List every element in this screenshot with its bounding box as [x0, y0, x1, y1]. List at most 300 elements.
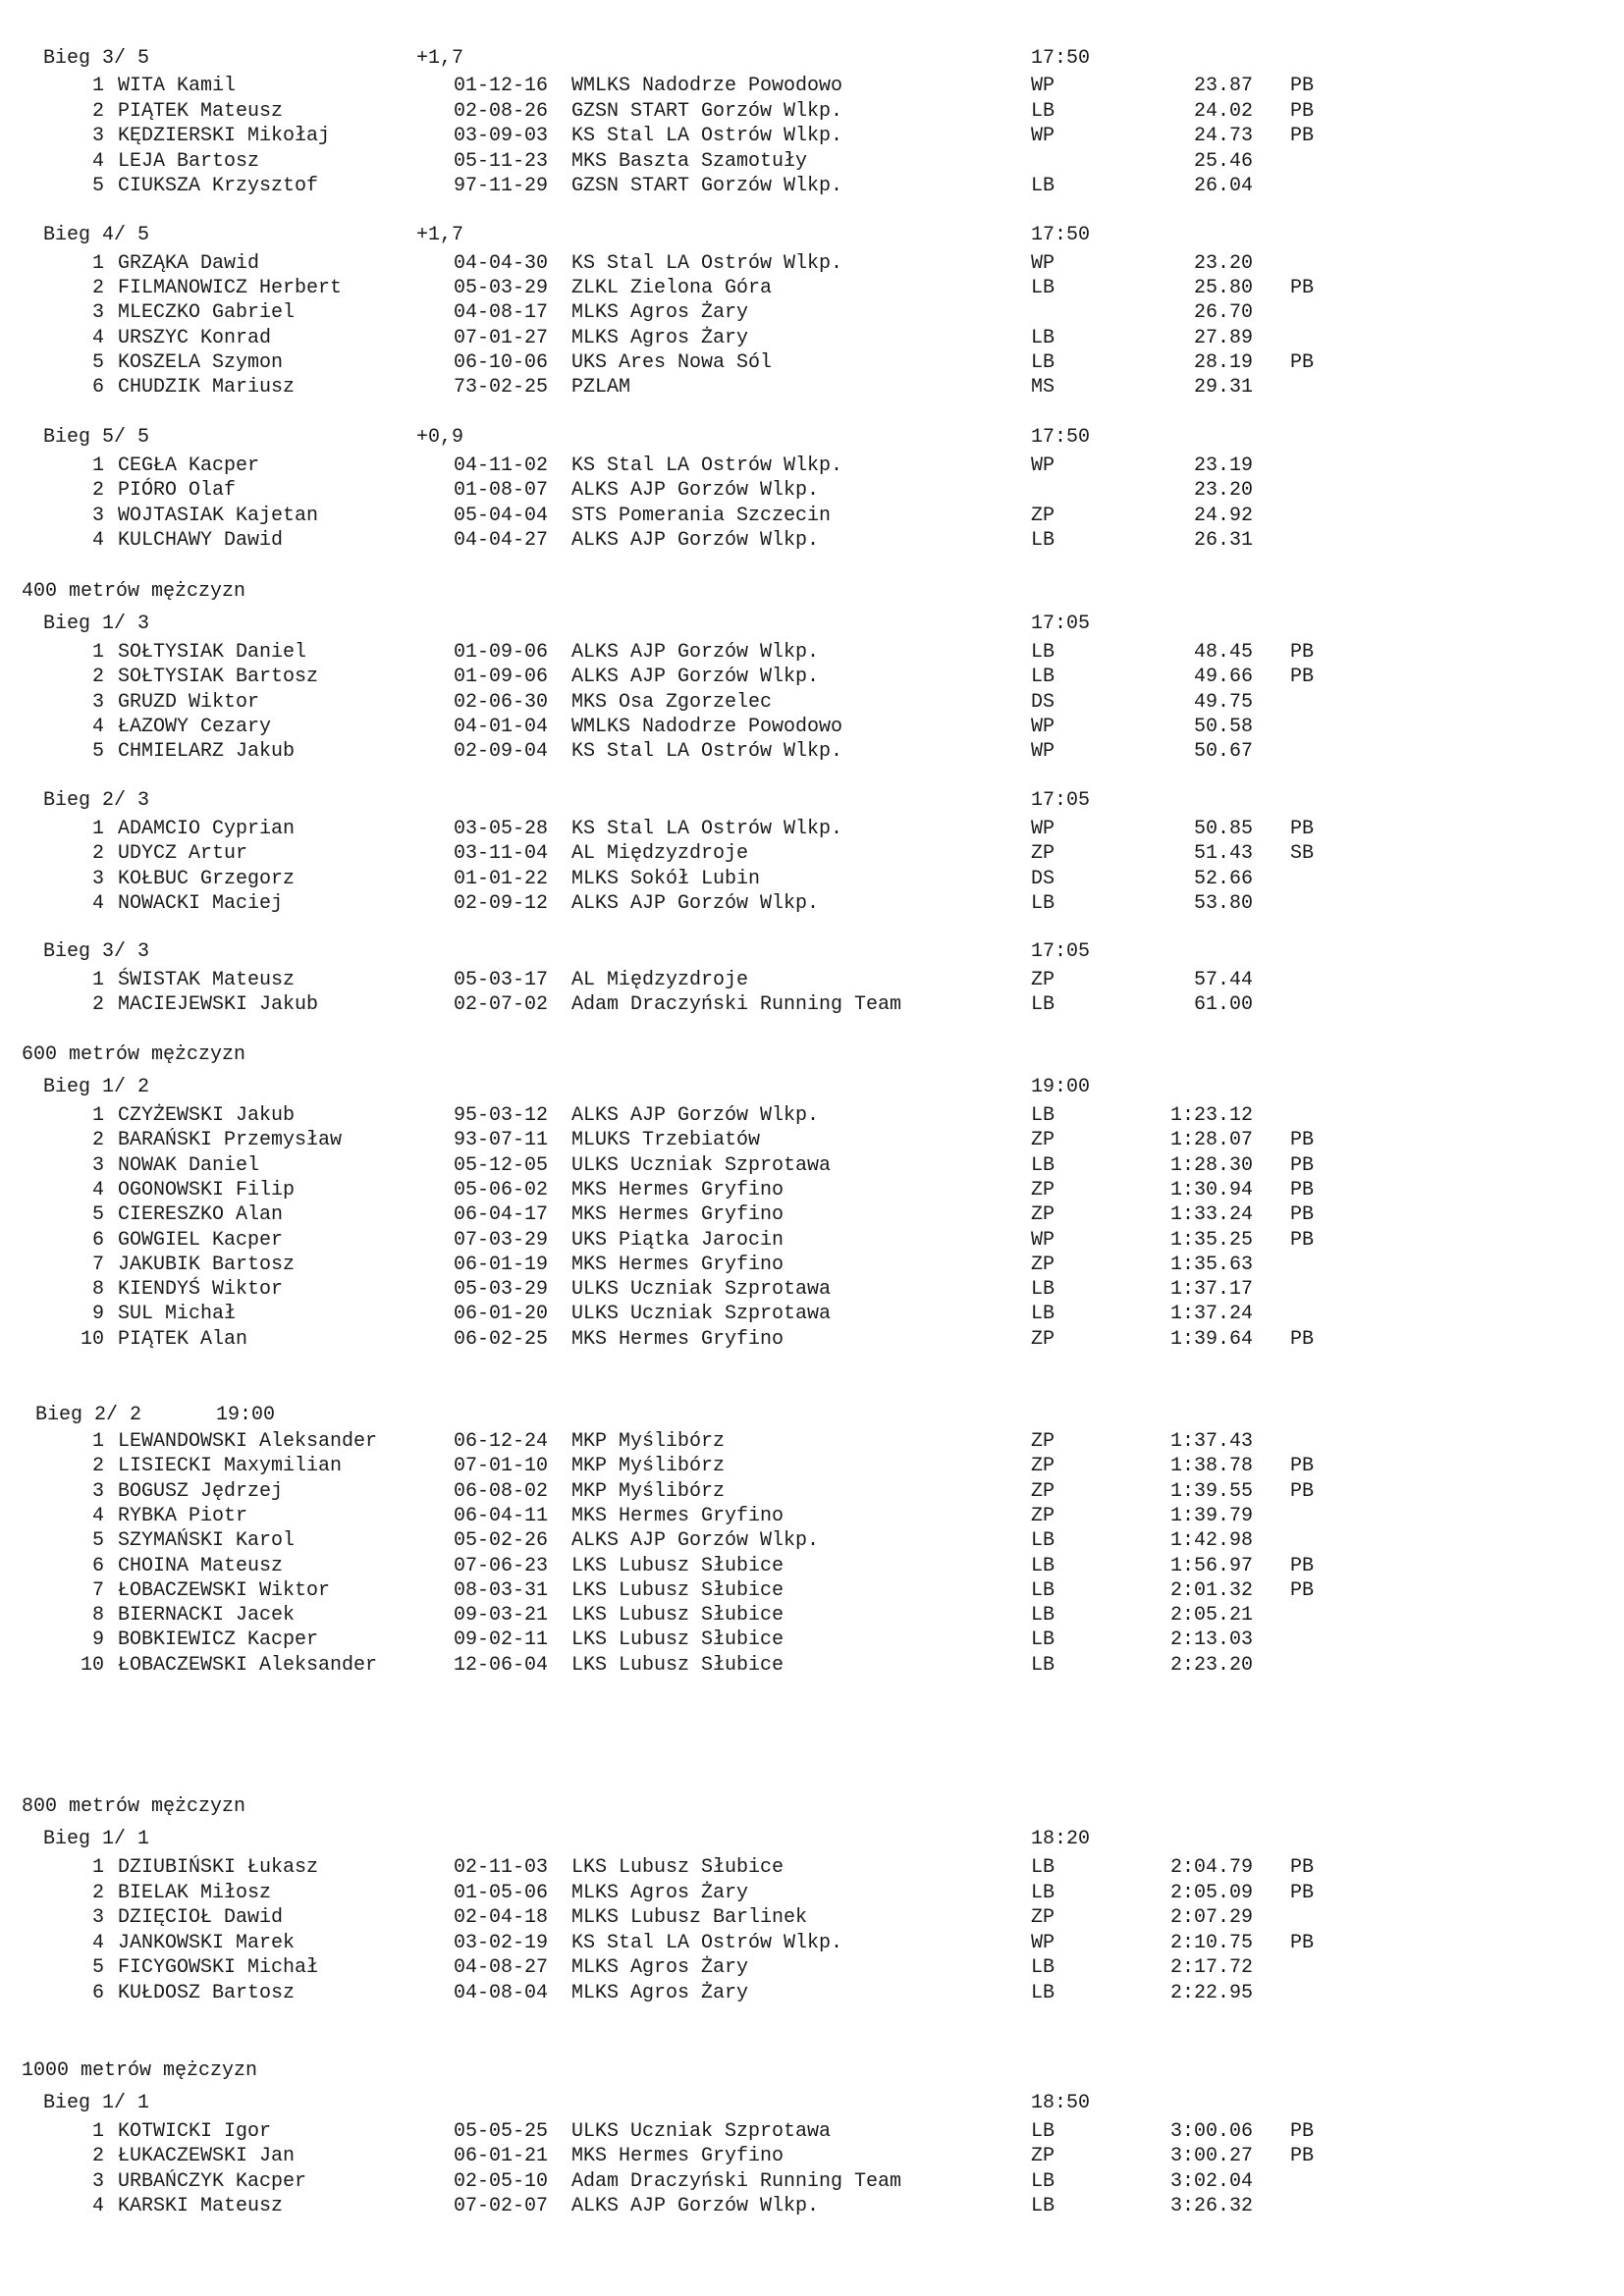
club-cell: MKS Hermes Gryfino	[571, 2145, 785, 2167]
result-row	[0, 99, 1624, 124]
athlete-name-cell: CEGŁA Kacper	[118, 454, 260, 477]
place-cell: 6	[91, 376, 104, 399]
record-note-cell: PB	[1290, 1579, 1315, 1602]
athlete-name-cell: KUŁDOSZ Bartosz	[118, 1982, 296, 2004]
birth-date-cell: 06-02-25	[454, 1328, 549, 1351]
club-cell: LKS Lubusz Słubice	[571, 1604, 785, 1627]
birth-date-cell: 04-04-27	[454, 529, 549, 552]
place-cell: 3	[91, 1480, 104, 1503]
result-row	[0, 1429, 1624, 1454]
region-cell: WP	[1031, 1229, 1056, 1252]
result-row	[0, 1855, 1624, 1880]
place-cell: 3	[91, 2170, 104, 2193]
place-cell: 3	[91, 505, 104, 527]
result-time-cell: 61.00	[1193, 993, 1253, 1016]
place-cell: 4	[91, 1505, 104, 1527]
result-time-cell: 3:26.32	[1169, 2195, 1253, 2217]
club-cell: KS Stal LA Ostrów Wlkp.	[571, 740, 843, 763]
athlete-name-cell: CIERESZKO Alan	[118, 1203, 284, 1226]
region-cell: WP	[1031, 740, 1056, 763]
place-cell: 3	[91, 868, 104, 890]
birth-date-cell: 01-12-16	[454, 75, 549, 97]
result-time-cell: 2:07.29	[1169, 1906, 1253, 1929]
athlete-name-cell: FICYGOWSKI Michał	[118, 1956, 319, 1979]
birth-date-cell: 06-04-11	[454, 1505, 549, 1527]
result-row	[0, 1653, 1624, 1678]
result-time-cell: 27.89	[1193, 327, 1253, 349]
club-cell: WMLKS Nadodrze Powodowo	[571, 75, 843, 97]
record-note-cell: PB	[1290, 1932, 1315, 1954]
athlete-name-cell: BOGUSZ Jędrzej	[118, 1480, 284, 1503]
place-cell: 7	[91, 1254, 104, 1276]
place-cell: 5	[91, 351, 104, 374]
result-row	[0, 968, 1624, 992]
record-note-cell: PB	[1290, 100, 1315, 123]
athlete-name-cell: KIENDYŚ Wiktor	[118, 1278, 284, 1301]
heat-start-time: 17:50	[1031, 47, 1091, 70]
club-cell: UKS Piątka Jarocin	[571, 1229, 785, 1252]
result-time-cell: 51.43	[1193, 842, 1253, 865]
place-cell: 1	[91, 2120, 104, 2143]
region-cell: LB	[1031, 2195, 1056, 2217]
club-cell: ALKS AJP Gorzów Wlkp.	[571, 892, 820, 915]
place-cell: 4	[91, 150, 104, 173]
place-cell: 1	[91, 1856, 104, 1879]
birth-date-cell: 09-02-11	[454, 1629, 549, 1651]
result-time-cell: 2:05.09	[1169, 1882, 1253, 1904]
result-row	[0, 478, 1624, 503]
birth-date-cell: 07-01-10	[454, 1455, 549, 1477]
result-time-cell: 52.66	[1193, 868, 1253, 890]
result-row	[0, 1153, 1624, 1178]
record-note-cell: PB	[1290, 1203, 1315, 1226]
place-cell: 2	[91, 1455, 104, 1477]
result-row	[0, 326, 1624, 350]
athlete-name-cell: SOŁTYSIAK Daniel	[118, 641, 307, 664]
place-cell: 2	[91, 479, 104, 502]
region-cell: LB	[1031, 1579, 1056, 1602]
result-row	[0, 74, 1624, 98]
record-note-cell: PB	[1290, 1328, 1315, 1351]
club-cell: AL Międzyzdroje	[571, 969, 749, 991]
club-cell: GZSN START Gorzów Wlkp.	[571, 100, 843, 123]
athlete-name-cell: DZIUBIŃSKI Łukasz	[118, 1856, 319, 1879]
birth-date-cell: 12-06-04	[454, 1654, 549, 1677]
result-row	[0, 124, 1624, 148]
heat-label: Bieg 3/ 5	[43, 47, 150, 70]
club-cell: ALKS AJP Gorzów Wlkp.	[571, 666, 820, 688]
result-time-cell: 2:04.79	[1169, 1856, 1253, 1879]
region-cell: MS	[1031, 376, 1056, 399]
result-time-cell: 2:05.21	[1169, 1604, 1253, 1627]
result-time-cell: 3:02.04	[1169, 2170, 1253, 2193]
birth-date-cell: 01-01-22	[454, 868, 549, 890]
result-row	[0, 276, 1624, 300]
region-cell: ZP	[1031, 1430, 1056, 1453]
athlete-name-cell: CHOINA Mateusz	[118, 1555, 284, 1577]
club-cell: Adam Draczyński Running Team	[571, 993, 902, 1016]
club-cell: ALKS AJP Gorzów Wlkp.	[571, 529, 820, 552]
club-cell: UKS Ares Nowa Sól	[571, 351, 773, 374]
record-note-cell: PB	[1290, 1455, 1315, 1477]
athlete-name-cell: URSZYC Konrad	[118, 327, 272, 349]
athlete-name-cell: SOŁTYSIAK Bartosz	[118, 666, 319, 688]
result-row	[0, 1202, 1624, 1227]
birth-date-cell: 07-06-23	[454, 1555, 549, 1577]
place-cell: 4	[91, 716, 104, 738]
athlete-name-cell: JANKOWSKI Marek	[118, 1932, 296, 1954]
heat-header	[43, 940, 1624, 964]
place-cell: 1	[91, 454, 104, 477]
club-cell: MLUKS Trzebiatów	[571, 1129, 761, 1151]
birth-date-cell: 05-03-29	[454, 1278, 549, 1301]
result-row	[0, 867, 1624, 891]
result-time-cell: 1:39.55	[1169, 1480, 1253, 1503]
athlete-name-cell: ADAMCIO Cyprian	[118, 818, 296, 840]
result-row	[0, 841, 1624, 866]
heat-start-time: 18:20	[1031, 1828, 1091, 1850]
place-cell: 3	[91, 1154, 104, 1177]
athlete-name-cell: WOJTASIAK Kajetan	[118, 505, 319, 527]
place-cell: 4	[91, 2195, 104, 2217]
place-cell: 5	[91, 1956, 104, 1979]
result-row	[0, 1981, 1624, 2005]
club-cell: PZLAM	[571, 376, 631, 399]
place-cell: 2	[91, 1129, 104, 1151]
region-cell: LB	[1031, 327, 1056, 349]
result-time-cell: 1:23.12	[1169, 1104, 1253, 1127]
club-cell: AL Międzyzdroje	[571, 842, 749, 865]
athlete-name-cell: NOWAK Daniel	[118, 1154, 260, 1177]
club-cell: ALKS AJP Gorzów Wlkp.	[571, 2195, 820, 2217]
region-cell: LB	[1031, 2120, 1056, 2143]
result-time-cell: 1:35.25	[1169, 1229, 1253, 1252]
club-cell: ZLKL Zielona Góra	[571, 277, 773, 299]
result-time-cell: 1:39.79	[1169, 1505, 1253, 1527]
region-cell: LB	[1031, 1856, 1056, 1879]
birth-date-cell: 01-09-06	[454, 641, 549, 664]
region-cell: ZP	[1031, 1480, 1056, 1503]
athlete-name-cell: KOŁBUC Grzegorz	[118, 868, 296, 890]
birth-date-cell: 08-03-31	[454, 1579, 549, 1602]
athlete-name-cell: DZIĘCIOŁ Dawid	[118, 1906, 284, 1929]
place-cell: 2	[91, 993, 104, 1016]
birth-date-cell: 05-03-17	[454, 969, 549, 991]
athlete-name-cell: RYBKA Piotr	[118, 1505, 248, 1527]
place-cell: 2	[91, 1882, 104, 1904]
athlete-name-cell: CHMIELARZ Jakub	[118, 740, 296, 763]
athlete-name-cell: GOWGIEL Kacper	[118, 1229, 284, 1252]
birth-date-cell: 97-11-29	[454, 175, 549, 197]
result-row	[0, 350, 1624, 375]
result-row	[0, 2169, 1624, 2194]
result-time-cell: 48.45	[1193, 641, 1253, 664]
heat-header	[43, 1076, 1624, 1099]
result-row	[0, 1603, 1624, 1628]
heat-start-time: 17:50	[1031, 224, 1091, 246]
region-cell: LB	[1031, 1654, 1056, 1677]
result-time-cell: 1:37.24	[1169, 1303, 1253, 1325]
birth-date-cell: 03-11-04	[454, 842, 549, 865]
place-cell: 2	[91, 2145, 104, 2167]
birth-date-cell: 06-04-17	[454, 1203, 549, 1226]
heat-header	[43, 1828, 1624, 1851]
region-cell: LB	[1031, 1956, 1056, 1979]
result-row	[0, 174, 1624, 198]
region-cell: ZP	[1031, 2145, 1056, 2167]
result-time-cell: 26.70	[1193, 301, 1253, 324]
result-row	[0, 251, 1624, 276]
birth-date-cell: 05-11-23	[454, 150, 549, 173]
place-cell: 1	[91, 969, 104, 991]
result-row	[0, 1128, 1624, 1152]
result-row	[0, 1228, 1624, 1253]
heat-start-time: 19:00	[1031, 1076, 1091, 1098]
result-time-cell: 28.19	[1193, 351, 1253, 374]
birth-date-cell: 02-09-04	[454, 740, 549, 763]
region-cell: LB	[1031, 892, 1056, 915]
result-row	[0, 528, 1624, 553]
athlete-name-cell: JAKUBIK Bartosz	[118, 1254, 296, 1276]
athlete-name-cell: FILMANOWICZ Herbert	[118, 277, 343, 299]
result-time-cell: 1:37.17	[1169, 1278, 1253, 1301]
club-cell: ULKS Uczniak Szprotawa	[571, 1303, 832, 1325]
heat-wind: +1,7	[416, 224, 464, 246]
region-cell: LB	[1031, 1278, 1056, 1301]
result-time-cell: 1:42.98	[1169, 1529, 1253, 1552]
region-cell: LB	[1031, 2170, 1056, 2193]
birth-date-cell: 04-08-04	[454, 1982, 549, 2004]
place-cell: 1	[91, 1430, 104, 1453]
record-note-cell: PB	[1290, 1480, 1315, 1503]
region-cell: LB	[1031, 1629, 1056, 1651]
result-row	[0, 1955, 1624, 1980]
heat-label: Bieg 4/ 5	[43, 224, 150, 246]
place-cell: 5	[91, 1203, 104, 1226]
birth-date-cell: 05-03-29	[454, 277, 549, 299]
birth-date-cell: 09-03-21	[454, 1604, 549, 1627]
club-cell: MLKS Agros Żary	[571, 301, 749, 324]
place-cell: 2	[91, 666, 104, 688]
region-cell: WP	[1031, 716, 1056, 738]
result-time-cell: 29.31	[1193, 376, 1253, 399]
region-cell: ZP	[1031, 1179, 1056, 1201]
club-cell: KS Stal LA Ostrów Wlkp.	[571, 454, 843, 477]
heat-start-time: 17:05	[1031, 613, 1091, 635]
region-cell: LB	[1031, 1604, 1056, 1627]
region-cell: WP	[1031, 454, 1056, 477]
result-row	[0, 454, 1624, 478]
result-time-cell: 2:22.95	[1169, 1982, 1253, 2004]
heat-start-time: 17:05	[1031, 789, 1091, 812]
athlete-name-cell: PIĄTEK Alan	[118, 1328, 248, 1351]
birth-date-cell: 07-01-27	[454, 327, 549, 349]
birth-date-cell: 02-05-10	[454, 2170, 549, 2193]
region-cell: ZP	[1031, 969, 1056, 991]
club-cell: MKS Osa Zgorzelec	[571, 691, 773, 714]
place-cell: 1	[91, 75, 104, 97]
record-note-cell: SB	[1290, 842, 1315, 865]
region-cell: ZP	[1031, 842, 1056, 865]
region-cell: LB	[1031, 277, 1056, 299]
heat-header	[43, 224, 1624, 247]
region-cell: LB	[1031, 666, 1056, 688]
club-cell: LKS Lubusz Słubice	[571, 1555, 785, 1577]
result-row	[0, 504, 1624, 528]
region-cell: LB	[1031, 993, 1056, 1016]
club-cell: MKS Hermes Gryfino	[571, 1505, 785, 1527]
result-row	[0, 640, 1624, 665]
record-note-cell: PB	[1290, 277, 1315, 299]
athlete-name-cell: LISIECKI Maxymilian	[118, 1455, 343, 1477]
result-row	[0, 2119, 1624, 2144]
region-cell: LB	[1031, 1982, 1056, 2004]
birth-date-cell: 02-08-26	[454, 100, 549, 123]
result-row	[0, 1479, 1624, 1504]
athlete-name-cell: CIUKSZA Krzysztof	[118, 175, 319, 197]
result-time-cell: 23.20	[1193, 479, 1253, 502]
region-cell: LB	[1031, 100, 1056, 123]
club-cell: STS Pomerania Szczecin	[571, 505, 832, 527]
athlete-name-cell: MLECZKO Gabriel	[118, 301, 296, 324]
heat-start-time: 17:05	[1031, 940, 1091, 963]
heat-label: Bieg 1/ 2	[43, 1076, 150, 1098]
region-cell: ZP	[1031, 505, 1056, 527]
region-cell: LB	[1031, 1529, 1056, 1552]
birth-date-cell: 04-01-04	[454, 716, 549, 738]
heat-label: Bieg 1/ 1	[43, 2092, 150, 2114]
record-note-cell: PB	[1290, 1882, 1315, 1904]
athlete-name-cell: LEWANDOWSKI Aleksander	[118, 1430, 378, 1453]
heat-label: Bieg 1/ 1	[43, 1828, 150, 1850]
birth-date-cell: 04-08-27	[454, 1956, 549, 1979]
result-row	[0, 149, 1624, 174]
club-cell: MKS Baszta Szamotuły	[571, 150, 808, 173]
place-cell: 3	[91, 125, 104, 147]
result-time-cell: 3:00.27	[1169, 2145, 1253, 2167]
club-cell: GZSN START Gorzów Wlkp.	[571, 175, 843, 197]
birth-date-cell: 02-11-03	[454, 1856, 549, 1879]
heat-label: Bieg 2/ 3	[43, 789, 150, 812]
region-cell: ZP	[1031, 1328, 1056, 1351]
club-cell: MLKS Agros Żary	[571, 1982, 749, 2004]
heat-label: Bieg 3/ 3	[43, 940, 150, 963]
result-time-cell: 50.58	[1193, 716, 1253, 738]
result-row	[0, 715, 1624, 739]
result-time-cell: 26.31	[1193, 529, 1253, 552]
place-cell: 10	[80, 1328, 104, 1351]
region-cell: DS	[1031, 691, 1056, 714]
place-cell: 4	[91, 529, 104, 552]
club-cell: MKS Hermes Gryfino	[571, 1179, 785, 1201]
result-time-cell: 1:28.07	[1169, 1129, 1253, 1151]
place-cell: 5	[91, 1529, 104, 1552]
region-cell: LB	[1031, 175, 1056, 197]
result-row	[0, 375, 1624, 400]
club-cell: LKS Lubusz Słubice	[571, 1856, 785, 1879]
athlete-name-cell: BIERNACKI Jacek	[118, 1604, 296, 1627]
result-row	[0, 1578, 1624, 1603]
heat-label: Bieg 2/ 2	[35, 1404, 142, 1426]
club-cell: MKS Hermes Gryfino	[571, 1203, 785, 1226]
heat-wind: 19:00	[216, 1404, 276, 1426]
athlete-name-cell: ŁUKACZEWSKI Jan	[118, 2145, 296, 2167]
result-time-cell: 24.92	[1193, 505, 1253, 527]
birth-date-cell: 06-01-19	[454, 1254, 549, 1276]
heat-label: Bieg 5/ 5	[43, 426, 150, 449]
birth-date-cell: 07-03-29	[454, 1229, 549, 1252]
place-cell: 8	[91, 1278, 104, 1301]
result-time-cell: 24.02	[1193, 100, 1253, 123]
region-cell: WP	[1031, 125, 1056, 147]
club-cell: MLKS Lubusz Barlinek	[571, 1906, 808, 1929]
place-cell: 7	[91, 1579, 104, 1602]
place-cell: 4	[91, 1179, 104, 1201]
result-row	[0, 300, 1624, 325]
result-row	[0, 2144, 1624, 2168]
club-cell: MLKS Agros Żary	[571, 1882, 749, 1904]
region-cell: LB	[1031, 1154, 1056, 1177]
athlete-name-cell: OGONOWSKI Filip	[118, 1179, 296, 1201]
athlete-name-cell: KOSZELA Szymon	[118, 351, 284, 374]
region-cell: WP	[1031, 75, 1056, 97]
place-cell: 2	[91, 842, 104, 865]
result-time-cell: 1:35.63	[1169, 1254, 1253, 1276]
place-cell: 6	[91, 1982, 104, 2004]
result-time-cell: 1:30.94	[1169, 1179, 1253, 1201]
athlete-name-cell: LEJA Bartosz	[118, 150, 260, 173]
place-cell: 1	[91, 818, 104, 840]
result-time-cell: 26.04	[1193, 175, 1253, 197]
club-cell: ALKS AJP Gorzów Wlkp.	[571, 1529, 820, 1552]
record-note-cell: PB	[1290, 1229, 1315, 1252]
heat-header	[43, 426, 1624, 450]
result-time-cell: 23.20	[1193, 252, 1253, 275]
birth-date-cell: 06-08-02	[454, 1480, 549, 1503]
region-cell: LB	[1031, 1104, 1056, 1127]
place-cell: 6	[91, 1229, 104, 1252]
athlete-name-cell: CHUDZIK Mariusz	[118, 376, 296, 399]
birth-date-cell: 06-01-21	[454, 2145, 549, 2167]
athlete-name-cell: KOTWICKI Igor	[118, 2120, 272, 2143]
club-cell: ALKS AJP Gorzów Wlkp.	[571, 641, 820, 664]
birth-date-cell: 01-09-06	[454, 666, 549, 688]
athlete-name-cell: MACIEJEWSKI Jakub	[118, 993, 319, 1016]
heat-wind: +0,9	[416, 426, 464, 449]
record-note-cell: PB	[1290, 1179, 1315, 1201]
club-cell: KS Stal LA Ostrów Wlkp.	[571, 1932, 843, 1954]
result-row	[0, 2194, 1624, 2218]
club-cell: MKP Myślibórz	[571, 1480, 726, 1503]
athlete-name-cell: ŁAZOWY Cezary	[118, 716, 272, 738]
result-row	[0, 1528, 1624, 1553]
athlete-name-cell: GRZĄKA Dawid	[118, 252, 260, 275]
record-note-cell: PB	[1290, 666, 1315, 688]
place-cell: 3	[91, 301, 104, 324]
result-row	[0, 739, 1624, 764]
region-cell: LB	[1031, 1882, 1056, 1904]
record-note-cell: PB	[1290, 2120, 1315, 2143]
heat-header	[43, 2092, 1624, 2115]
athlete-name-cell: WITA Kamil	[118, 75, 237, 97]
record-note-cell: PB	[1290, 125, 1315, 147]
event-title: 1000 metrów mężczyzn	[22, 2059, 258, 2082]
result-row	[0, 1905, 1624, 1930]
place-cell: 8	[91, 1604, 104, 1627]
place-cell: 2	[91, 100, 104, 123]
result-time-cell: 57.44	[1193, 969, 1253, 991]
birth-date-cell: 05-12-05	[454, 1154, 549, 1177]
